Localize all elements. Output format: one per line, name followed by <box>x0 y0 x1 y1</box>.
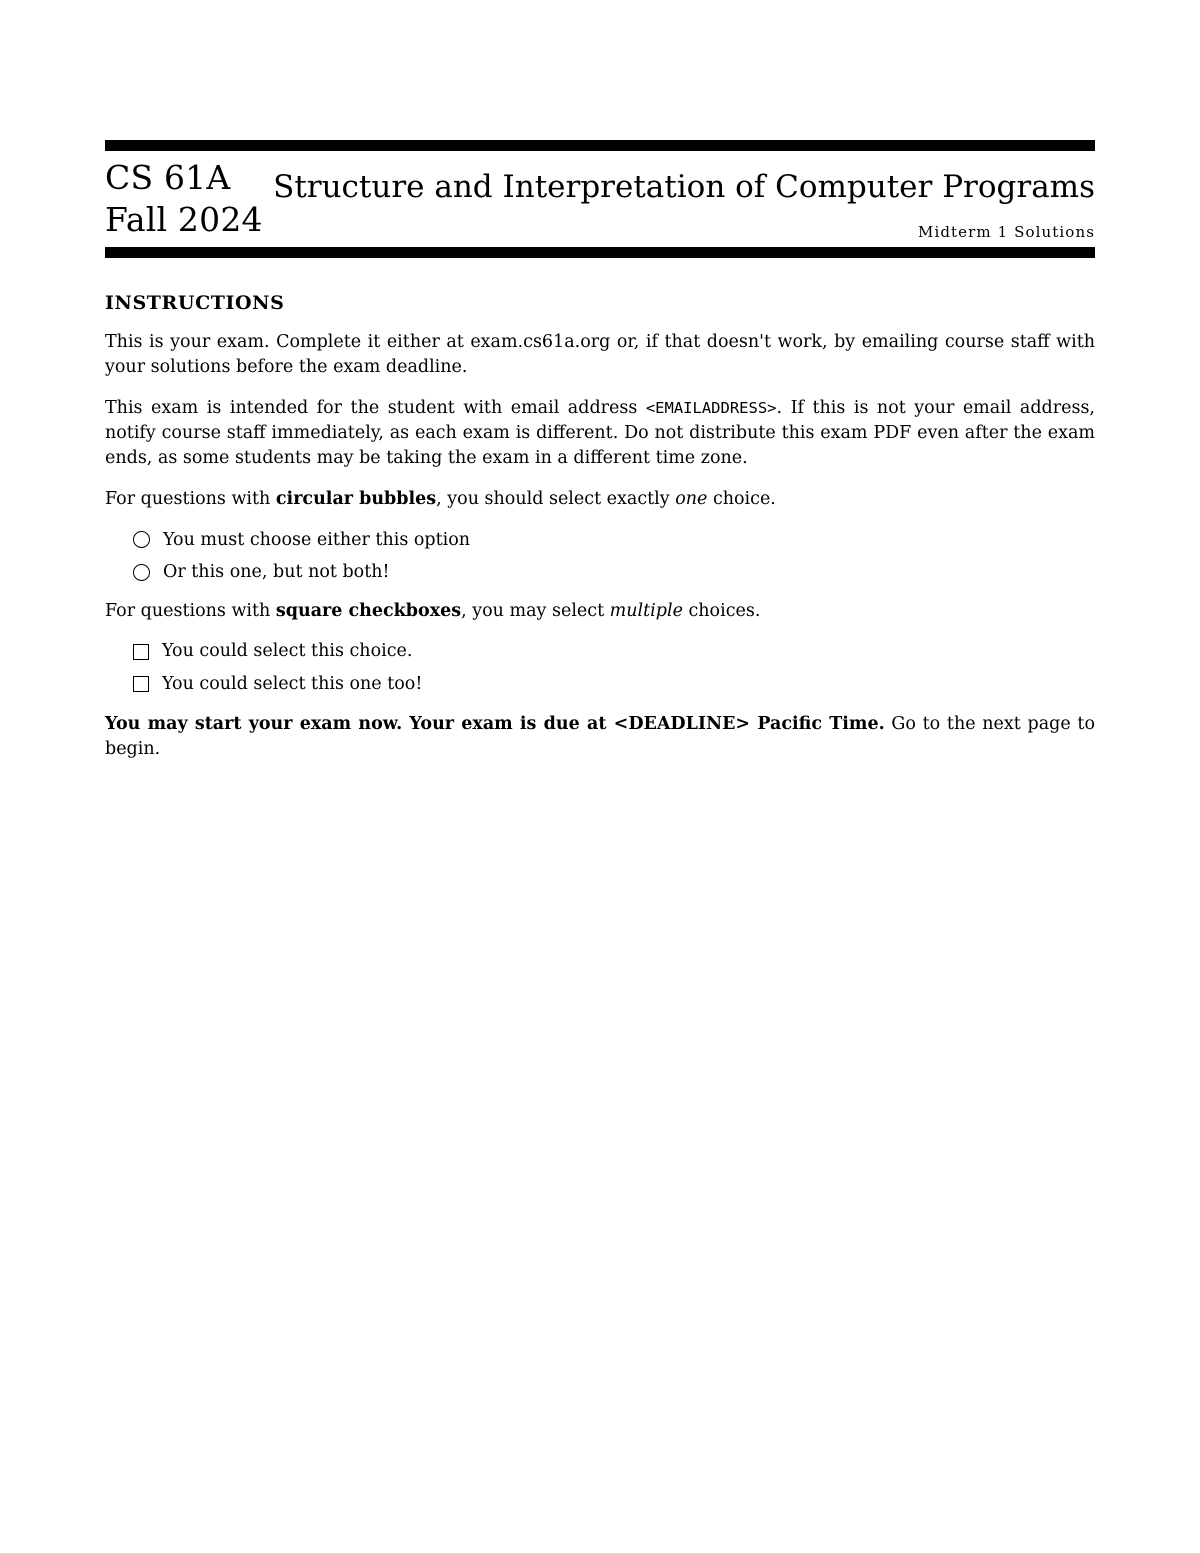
start-exam-regular-text: Go to the next page to begin. <box>105 714 1095 760</box>
start-exam-note <box>105 712 1095 762</box>
checkbox-intro-b: , you may select <box>461 600 610 621</box>
checkbox-choice-label: You could select this choice. <box>162 641 413 662</box>
student-email-placeholder: <EMAILADDRESS> <box>645 399 777 418</box>
header-right-column <box>263 167 1095 241</box>
bubble-choice-label: You must choose either this option <box>163 529 471 550</box>
instructions-paragraph-1: This is your exam. Complete it either at exam.cs61a.org or, if that doesn't work, by emailing course staff with your solutions before the exam deadline. <box>105 332 1095 378</box>
bubble-choice-list <box>105 528 1095 585</box>
instructions-paragraph-2 <box>105 396 1095 471</box>
bubble-intro-b: , you should select exactly <box>436 488 676 509</box>
checkbox-intro-bold: square checkboxes <box>275 600 462 621</box>
checkbox-icon[interactable] <box>133 644 149 660</box>
bubble-intro-bold: circular bubbles <box>275 488 437 509</box>
checkbox-icon[interactable] <box>133 676 149 692</box>
checkbox-intro-c: choices. <box>682 600 761 621</box>
checkbox-choice-item[interactable] <box>105 639 1095 664</box>
radio-bubble-icon[interactable] <box>133 564 150 581</box>
checkbox-choice-label: You could select this one too! <box>162 673 423 694</box>
page-content <box>105 140 1095 762</box>
bubble-instructions <box>105 487 1095 512</box>
header-bottom-rule <box>105 247 1095 258</box>
radio-bubble-icon[interactable] <box>133 531 150 548</box>
checkbox-choice-item[interactable] <box>105 672 1095 697</box>
para2-text-end: . If this is not your email address, notify course staff immediately, as each exam is different. Do not distribute this exam PDF even after the exam ends, as some students may be taking the exam in a different time zone. <box>105 398 1095 468</box>
header-left-column <box>105 157 263 241</box>
bubble-intro-a: For questions with <box>105 488 276 509</box>
para2-text-start: This exam is intended for the student with email address <box>105 398 646 419</box>
checkbox-intro-italic: multiple <box>609 600 683 621</box>
bubble-choice-item[interactable] <box>105 560 1095 585</box>
course-term: Fall 2024 <box>105 200 263 240</box>
bubble-intro-c: choice. <box>707 488 776 509</box>
checkbox-intro-a: For questions with <box>105 600 276 621</box>
checkbox-choice-list <box>105 639 1095 696</box>
bubble-choice-item[interactable] <box>105 528 1095 553</box>
exam-title: Structure and Interpretation of Computer Programs <box>273 169 1095 206</box>
header-top-rule <box>105 140 1095 151</box>
bubble-choice-label: Or this one, but not both! <box>163 562 390 583</box>
checkbox-instructions <box>105 599 1095 624</box>
bubble-intro-italic: one <box>675 488 708 509</box>
instructions-heading: INSTRUCTIONS <box>105 292 285 315</box>
start-exam-bold-text: You may start your exam now. Your exam is due at <DEADLINE> Pacific Time. <box>105 714 885 735</box>
exam-header <box>105 151 1095 241</box>
course-code: CS 61A <box>105 158 231 197</box>
exam-subtitle: Midterm 1 Solutions <box>917 223 1095 242</box>
